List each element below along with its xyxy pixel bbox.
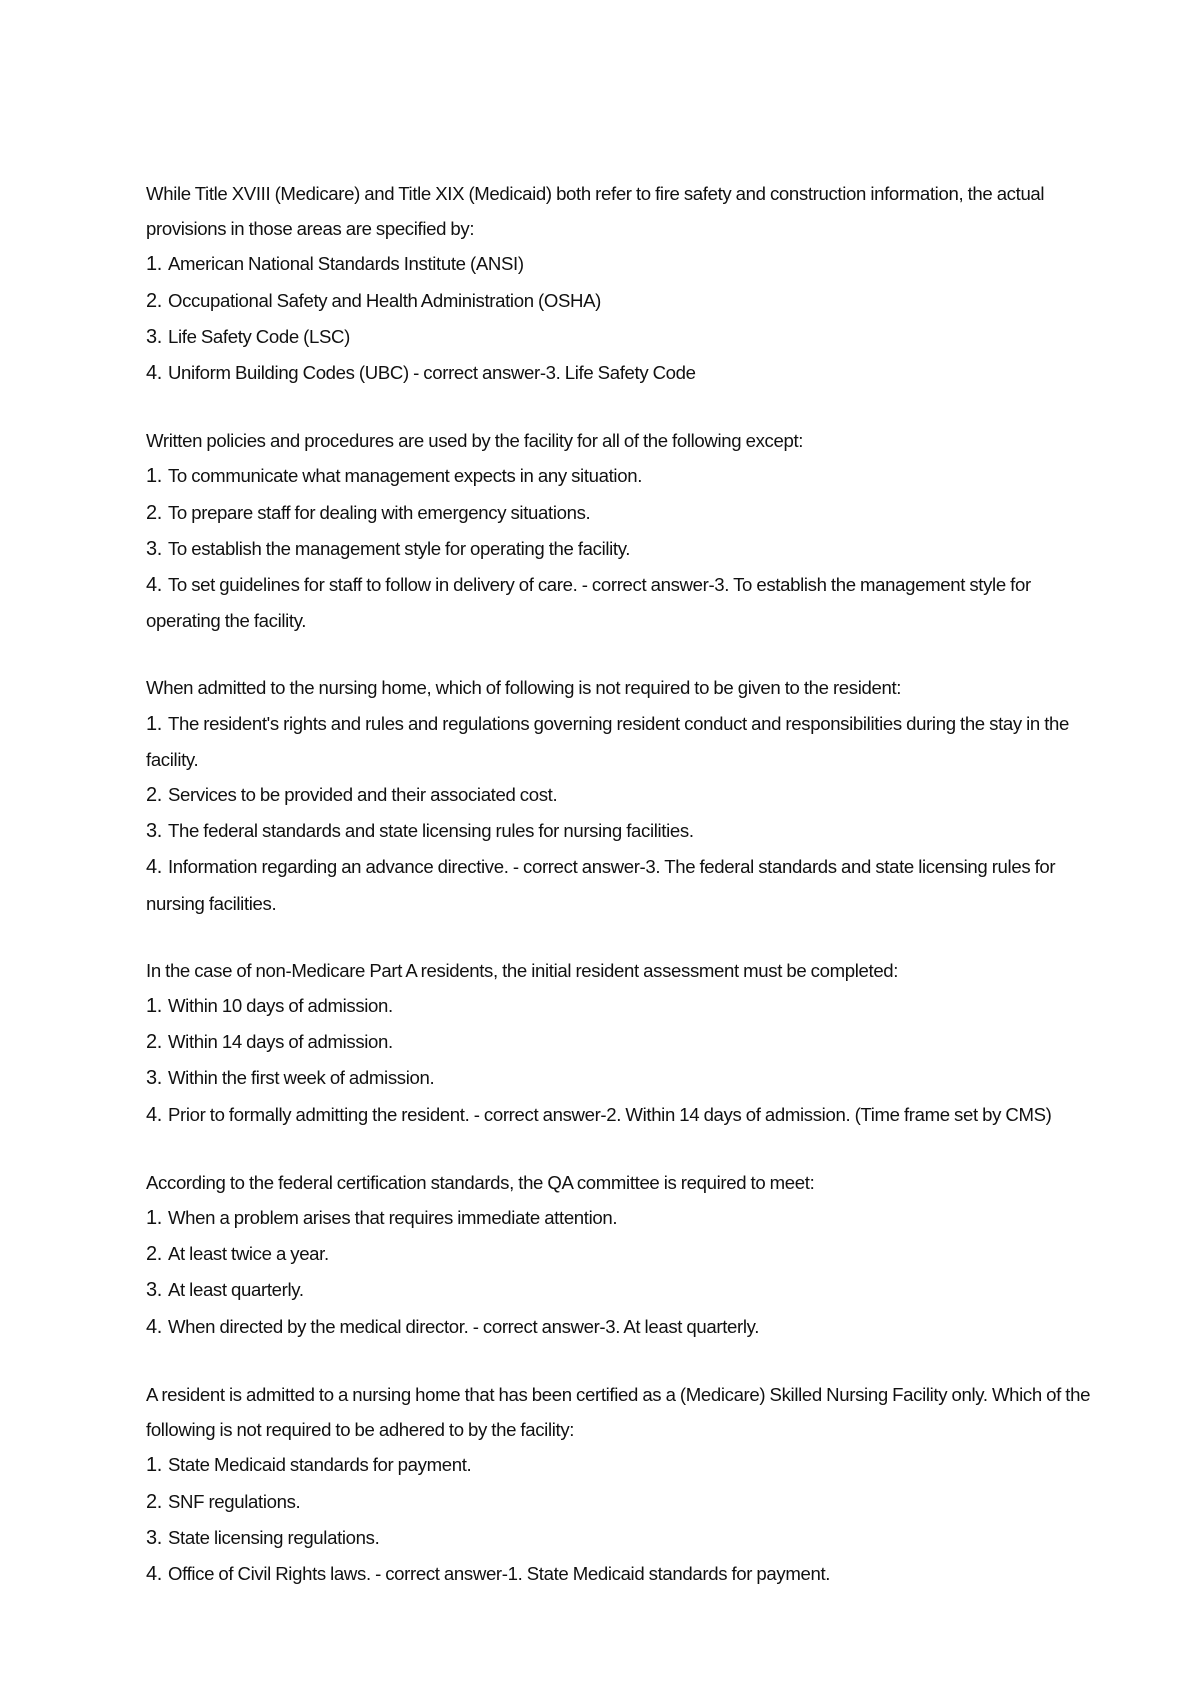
- answer-option: [146, 777, 1096, 813]
- answer-option: [146, 1556, 1096, 1592]
- option-number: 1.: [146, 1454, 162, 1477]
- option-text: American National Standards Institute (ANSI): [167, 253, 524, 275]
- answer-option: [146, 531, 1096, 567]
- answer-option: [146, 1520, 1096, 1556]
- option-text: Within the first week of admission.: [167, 1067, 435, 1089]
- question-3: [146, 670, 1096, 920]
- option-number: 2.: [146, 784, 162, 807]
- option-text: To establish the management style for operating the facility.: [167, 537, 631, 559]
- answer-option: [146, 567, 1096, 638]
- answer-option: [146, 246, 1096, 282]
- option-text: State Medicaid standards for payment.: [167, 1454, 472, 1476]
- answer-option: [146, 1236, 1096, 1272]
- option-number: 4.: [146, 1103, 162, 1126]
- option-number: 2.: [146, 1490, 162, 1513]
- option-text: When directed by the medical director. - correct answer-3. At least quarterly.: [167, 1315, 760, 1337]
- option-number: 1.: [146, 1207, 162, 1230]
- answer-option: [146, 319, 1096, 355]
- answer-option: [146, 1484, 1096, 1520]
- question-4: [146, 953, 1096, 1133]
- option-number: 3.: [146, 1067, 162, 1090]
- option-text: Occupational Safety and Health Administration (OSHA): [167, 289, 601, 311]
- option-text: Within 10 days of admission.: [167, 995, 393, 1017]
- answer-option: [146, 1097, 1096, 1133]
- option-text: When a problem arises that requires immediate attention.: [167, 1207, 618, 1229]
- question-stem: According to the federal certification standards, the QA committee is required to meet:: [146, 1171, 815, 1193]
- answer-option: [146, 706, 1096, 777]
- question-6: [146, 1377, 1096, 1592]
- question-5: [146, 1165, 1096, 1345]
- option-number: 3.: [146, 1526, 162, 1549]
- answer-option: [146, 458, 1096, 494]
- option-text: Life Safety Code (LSC): [167, 325, 350, 347]
- option-number: 2.: [146, 289, 162, 312]
- option-number: 2.: [146, 501, 162, 524]
- option-text: Information regarding an advance directive. - correct answer-3. The federal standards and state licensing rules for nursing facilities.: [146, 856, 1056, 914]
- answer-option: [146, 1447, 1096, 1483]
- answer-option: [146, 1272, 1096, 1308]
- question-stem: In the case of non-Medicare Part A residents, the initial resident assessment must be completed:: [146, 959, 899, 981]
- option-text: Prior to formally admitting the resident. - correct answer-2. Within 14 days of admission. (Time frame set by CMS): [167, 1103, 1052, 1125]
- option-number: 1.: [146, 712, 162, 735]
- question-stem: When admitted to the nursing home, which of following is not required to be given to the resident:: [146, 677, 902, 699]
- answer-option: [146, 355, 1096, 391]
- answer-option: [146, 1024, 1096, 1060]
- option-text: To set guidelines for staff to follow in delivery of care. - correct answer-3. To establish the management style for operating the facility.: [146, 574, 1031, 632]
- answer-option: [146, 1309, 1096, 1345]
- answer-option: [146, 1060, 1096, 1096]
- answer-option: [146, 1200, 1096, 1236]
- option-number: 4.: [146, 574, 162, 597]
- answer-option: [146, 283, 1096, 319]
- answer-option: [146, 988, 1096, 1024]
- option-number: 4.: [146, 1315, 162, 1338]
- option-text: Uniform Building Codes (UBC) - correct answer-3. Life Safety Code: [167, 362, 696, 384]
- option-text: The federal standards and state licensing rules for nursing facilities.: [167, 820, 694, 842]
- option-number: 2.: [146, 1243, 162, 1266]
- option-number: 1.: [146, 465, 162, 488]
- option-text: The resident's rights and rules and regulations governing resident conduct and responsibilities during the stay in the facility.: [146, 712, 1070, 770]
- question-stem: While Title XVIII (Medicare) and Title XIX (Medicaid) both refer to fire safety and construction information, the actual provisions in those areas are specified by:: [146, 183, 1045, 240]
- option-text: SNF regulations.: [167, 1490, 301, 1512]
- option-number: 3.: [146, 325, 162, 348]
- option-number: 1.: [146, 253, 162, 276]
- option-text: State licensing regulations.: [167, 1526, 380, 1548]
- question-stem: Written policies and procedures are used by the facility for all of the following except:: [146, 430, 804, 452]
- option-text: To communicate what management expects in any situation.: [167, 465, 643, 487]
- option-number: 3.: [146, 1279, 162, 1302]
- option-number: 3.: [146, 537, 162, 560]
- answer-option: [146, 495, 1096, 531]
- answer-option: [146, 813, 1096, 849]
- question-2: [146, 423, 1096, 638]
- option-text: At least twice a year.: [167, 1243, 329, 1265]
- option-number: 4.: [146, 1562, 162, 1585]
- question-stem: A resident is admitted to a nursing home that has been certified as a (Medicare) Skilled Nursing Facility only. Which of the following is not required to be adhered to by the facility:: [146, 1383, 1091, 1441]
- question-1: [146, 176, 1096, 391]
- option-number: 4.: [146, 856, 162, 879]
- option-number: 4.: [146, 362, 162, 385]
- option-number: 1.: [146, 995, 162, 1018]
- option-number: 3.: [146, 820, 162, 843]
- option-text: Office of Civil Rights laws. - correct answer-1. State Medicaid standards for payment.: [167, 1562, 831, 1584]
- option-text: At least quarterly.: [167, 1279, 304, 1301]
- document-page: [146, 176, 1096, 1624]
- option-text: Services to be provided and their associated cost.: [167, 784, 558, 806]
- option-text: To prepare staff for dealing with emergency situations.: [167, 501, 591, 523]
- answer-option: [146, 849, 1096, 920]
- option-number: 2.: [146, 1031, 162, 1054]
- option-text: Within 14 days of admission.: [167, 1031, 393, 1053]
